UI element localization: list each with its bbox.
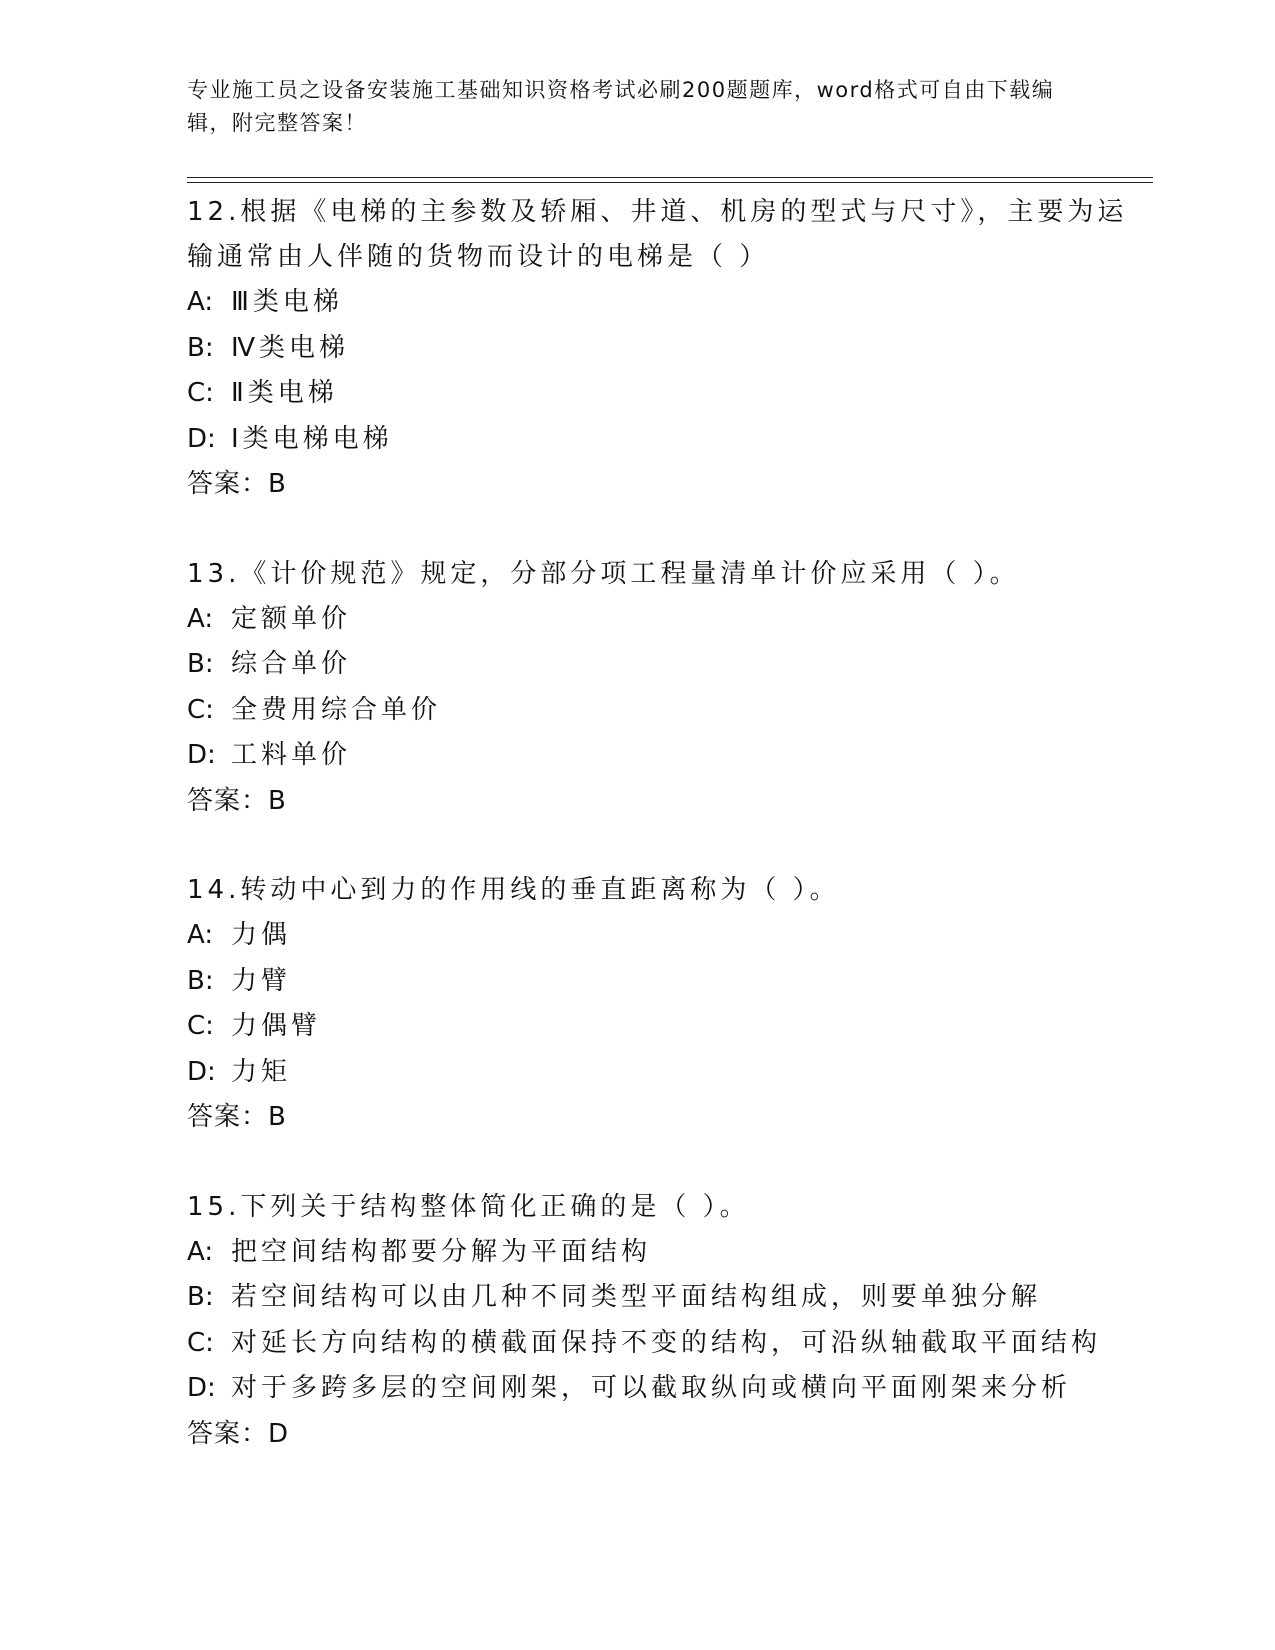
option-d: [187, 1050, 1153, 1096]
option-a: [187, 913, 1153, 959]
option-letter: D:: [187, 1373, 216, 1403]
answer-line: 答案：B: [187, 785, 287, 816]
option-text: Ⅳ类电梯: [231, 332, 349, 363]
option-letter: D:: [187, 1056, 216, 1087]
question-13: [187, 552, 1153, 825]
option-d: [187, 733, 1153, 779]
question-stem: 12.根据《电梯的主参数及轿厢、井道、机房的型式与尺寸》，主要为运输通常由人伴随的货物而设计的电梯是（ ）: [187, 197, 1128, 272]
option-b: [187, 642, 1153, 688]
option-letter: A:: [187, 920, 214, 950]
option-text: Ⅱ类电梯: [231, 378, 338, 408]
option-letter: D:: [187, 740, 216, 770]
option-letter: A:: [187, 287, 214, 317]
option-text: 定额单价: [231, 603, 352, 634]
option-d: [187, 1366, 1153, 1412]
option-text: Ⅰ类电梯电梯: [231, 423, 393, 454]
option-letter: B:: [187, 649, 214, 679]
option-letter: A:: [187, 603, 214, 634]
option-d: [187, 417, 1153, 463]
option-letter: C:: [187, 378, 214, 408]
option-letter: B:: [187, 965, 214, 996]
option-a: [187, 1230, 1153, 1276]
option-c: [187, 1004, 1153, 1050]
option-text: 综合单价: [231, 649, 352, 679]
header-text: 专业施工员之设备安装施工基础知识资格考试必刷200题题库，word格式可自由下载编辑，附完整答案！: [187, 78, 1055, 135]
option-letter: B:: [187, 1282, 214, 1312]
option-text: 全费用综合单价: [231, 694, 442, 725]
option-text: Ⅲ类电梯: [231, 287, 343, 317]
header-divider-bottom: [187, 182, 1153, 183]
answer-line: 答案：D: [187, 1418, 290, 1449]
option-c: [187, 688, 1153, 734]
option-b: [187, 959, 1153, 1005]
option-letter: D:: [187, 423, 216, 454]
option-text: 力偶臂: [231, 1011, 322, 1041]
question-stem: 13.《计价规范》规定，分部分项工程量清单计价应采用（ ）。: [187, 558, 1020, 589]
option-b: [187, 1275, 1153, 1321]
option-a: [187, 597, 1153, 643]
option-letter: B:: [187, 332, 214, 363]
document-header: [187, 74, 1087, 140]
option-a: [187, 280, 1153, 326]
option-b: [187, 326, 1153, 372]
answer-line: 答案：B: [187, 1102, 287, 1132]
option-text: 把空间结构都要分解为平面结构: [231, 1236, 652, 1267]
question-15: [187, 1185, 1153, 1458]
option-text: 力矩: [231, 1056, 292, 1087]
option-text: 力偶: [231, 920, 292, 950]
option-letter: A:: [187, 1236, 214, 1267]
question-14: [187, 868, 1153, 1141]
question-12: [187, 190, 1153, 508]
question-stem: 15.下列关于结构整体简化正确的是（ ）。: [187, 1191, 750, 1222]
question-list: [187, 190, 1153, 1501]
option-text: 若空间结构可以由几种不同类型平面结构组成，则要单独分解: [231, 1282, 1042, 1312]
option-letter: C:: [187, 1011, 214, 1041]
header-divider-top: [187, 177, 1153, 178]
option-c: [187, 1321, 1153, 1367]
option-text: 力臂: [231, 965, 292, 996]
option-text: 对延长方向结构的横截面保持不变的结构，可沿纵轴截取平面结构: [231, 1327, 1102, 1358]
option-text: 对于多跨多层的空间刚架，可以截取纵向或横向平面刚架来分析: [231, 1373, 1072, 1403]
question-stem: 14.转动中心到力的作用线的垂直距离称为（ ）。: [187, 875, 840, 905]
option-letter: C:: [187, 1327, 214, 1358]
option-text: 工料单价: [231, 740, 352, 770]
answer-line: 答案：B: [187, 469, 287, 499]
option-c: [187, 371, 1153, 417]
option-letter: C:: [187, 694, 214, 725]
